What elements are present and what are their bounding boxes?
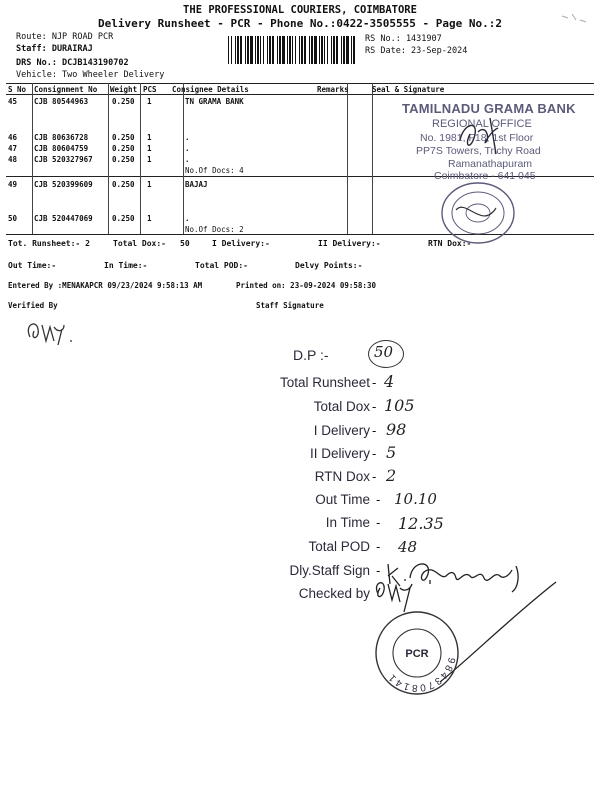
bank-stamp-signature <box>440 110 520 170</box>
summary-total-pod-label: Total POD <box>308 539 370 554</box>
barcode-bar <box>301 36 303 64</box>
dash: - <box>372 446 377 461</box>
header-consignee: Consignee Details <box>172 85 249 94</box>
rs-number: RS No.: 1431907 <box>365 34 442 44</box>
dp-label: D.P :- <box>293 347 329 363</box>
barcode-bar <box>295 36 296 64</box>
col-rule <box>372 83 373 234</box>
barcode-bar <box>263 36 264 64</box>
pcr-seal-ring: 9843708141 <box>385 656 457 694</box>
dash: - <box>376 539 381 554</box>
summary-total-runsheet-label: Total Runsheet <box>279 375 370 390</box>
verified-by-label: Verified By <box>8 301 58 310</box>
barcode-bar <box>319 36 320 64</box>
barcode-bar <box>247 36 249 64</box>
summary-total-dox-value: 105 <box>384 396 415 415</box>
barcode-bar <box>228 36 229 64</box>
header-pcs: PCS <box>143 85 157 94</box>
table-row-weight: 0.250 <box>112 155 135 164</box>
table-row-pcs: 1 <box>147 214 152 223</box>
in-time-label: In Time:- <box>104 261 148 270</box>
summary-ii-delivery-value: 5 <box>386 443 397 462</box>
table-row-sno: 45 <box>8 97 18 106</box>
table-row-pcs: 1 <box>147 180 152 189</box>
total-dox-label: Total Dox:- <box>113 239 166 248</box>
bank-stamp-line6: Coimbatore - 641 045 <box>434 170 536 182</box>
table-row-weight: 0.250 <box>112 97 135 106</box>
group2-docs-count: No.Of Docs: 2 <box>185 225 244 234</box>
table-row-weight: 0.250 <box>112 214 135 223</box>
company-name: THE PROFESSIONAL COURIERS, COIMBATORE <box>183 4 417 16</box>
summary-ii-delivery-label: II Delivery <box>309 446 370 461</box>
total-dox-value: 50 <box>180 239 190 248</box>
drs-number: DRS No.: DCJB143190702 <box>16 58 129 68</box>
dash: - <box>372 423 377 438</box>
header-consignment: Consignment No <box>34 85 98 94</box>
table-row-weight: 0.250 <box>112 133 135 142</box>
group1-docs-count: No.Of Docs: 4 <box>185 166 244 175</box>
barcode-bar <box>351 36 352 64</box>
barcode-bar <box>279 36 281 64</box>
table-row-consignee: . <box>185 155 190 164</box>
barcode-bar <box>353 36 355 64</box>
dash: - <box>376 492 381 507</box>
tot-runsheet: Tot. Runsheet:- 2 <box>8 239 90 248</box>
barcode-bar <box>257 36 259 64</box>
corner-marks <box>560 10 590 30</box>
col-rule <box>183 83 184 234</box>
summary-staff-sign-label: Dly.Staff Sign <box>289 563 370 578</box>
table-row-weight: 0.250 <box>112 180 135 189</box>
barcode-bar <box>282 36 285 64</box>
vehicle-label: Vehicle: Two Wheeler Delivery <box>16 70 165 80</box>
bank-stamp-line1: TAMILNADU GRAMA BANK <box>402 101 576 116</box>
table-row-pcs: 1 <box>147 155 152 164</box>
summary-out-time-value: 10.10 <box>394 490 437 508</box>
table-row-sno: 46 <box>8 133 18 142</box>
verified-by-signature <box>22 315 102 351</box>
header-seal: Seal & Signature <box>372 85 445 94</box>
table-row-consignee: TN GRAMA BANK <box>185 97 244 106</box>
header-sno: S No <box>8 85 27 94</box>
barcode-bar <box>321 36 323 64</box>
printed-on: Printed on: 23-09-2024 09:58:30 <box>236 281 376 290</box>
dash: - <box>372 469 377 484</box>
bank-stamp-line5: Ramanathapuram <box>448 158 533 170</box>
ii-delivery-label: II Delivery:- <box>318 239 381 248</box>
table-row-consignee: BAJAJ <box>185 180 208 189</box>
barcode-bar <box>314 36 317 64</box>
barcode-bar <box>287 36 288 64</box>
barcode-bar <box>346 36 349 64</box>
summary-i-delivery-value: 98 <box>386 420 407 439</box>
barcode-bar <box>260 36 261 64</box>
dp-value: 50 <box>374 343 394 361</box>
barcode-bar <box>333 36 335 64</box>
table-row-consignment: CJB 80604759 <box>34 144 89 153</box>
barcode-bar <box>277 36 278 64</box>
header-remarks: Remarks <box>317 85 349 94</box>
runsheet-title: Delivery Runsheet - PCR - Phone No.:0422-3505555 - Page No.:2 <box>98 17 502 30</box>
out-time-label: Out Time:- <box>8 261 57 270</box>
staff-label: Staff: DURAIRAJ <box>16 44 93 54</box>
table-row-consignment: CJB 80544963 <box>34 97 89 106</box>
summary-i-delivery-label: I Delivery <box>313 423 370 438</box>
barcode-bar <box>324 36 325 64</box>
summary-total-dox-label: Total Dox <box>313 399 370 414</box>
summary-checked-by-label: Checked by <box>298 586 370 601</box>
table-row-consignee: . <box>185 214 190 223</box>
barcode-bar <box>240 36 242 64</box>
summary-out-time-label: Out Time <box>315 492 370 507</box>
table-row-sno: 49 <box>8 180 18 189</box>
table-row-consignment: CJB 520327967 <box>34 155 93 164</box>
summary-in-time-label: In Time <box>325 515 370 530</box>
table-row-pcs: 1 <box>147 97 152 106</box>
table-row-pcs: 1 <box>147 133 152 142</box>
summary-total-pod-value: 48 <box>398 538 418 556</box>
table-row-weight: 0.250 <box>112 144 135 153</box>
barcode-bar <box>336 36 338 64</box>
barcode-bar <box>331 36 332 64</box>
col-rule <box>140 83 141 234</box>
dash: - <box>372 375 377 390</box>
barcode-bar <box>343 36 345 64</box>
bank-stamp-line4: PP7S Towers, Trichy Road <box>416 145 541 157</box>
table-row-consignee: . <box>185 144 190 153</box>
barcode-bar <box>311 36 313 64</box>
bank-stamp-line3: No. 1981, F18, 1st Floor <box>420 132 534 144</box>
barcode-bar <box>289 36 291 64</box>
table-header-rule <box>6 94 594 95</box>
barcode-bar <box>341 36 342 64</box>
delvy-points-label: Delvy Points:- <box>295 261 363 270</box>
table-row-consignment: CJB 520447069 <box>34 214 93 223</box>
summary-rtn-dox-label: RTN Dox <box>314 469 370 484</box>
summary-total-runsheet-value: 4 <box>384 372 395 391</box>
barcode-bar <box>250 36 253 64</box>
barcode-bar <box>327 36 328 64</box>
i-delivery-label: I Delivery:- <box>212 239 270 248</box>
rs-date: RS Date: 23-Sep-2024 <box>365 46 468 56</box>
staff-signature-label: Staff Signature <box>256 301 324 310</box>
header-weight: Weight <box>110 85 138 94</box>
dash: - <box>376 563 381 578</box>
barcode-bar <box>304 36 306 64</box>
pcr-seal-center: PCR <box>405 648 429 660</box>
bank-stamp-line2: REGIONAL OFFICE <box>432 118 532 130</box>
barcode-bar <box>309 36 310 64</box>
col-rule <box>347 83 348 234</box>
barcode-bar <box>292 36 293 64</box>
summary-rtn-dox-value: 2 <box>386 466 397 485</box>
barcode-bar <box>255 36 256 64</box>
barcode-bar <box>237 36 239 64</box>
table-row-sno: 47 <box>8 144 18 153</box>
table-row-consignment: CJB 80636728 <box>34 133 89 142</box>
barcode-bar <box>299 36 300 64</box>
pcr-round-seal <box>372 608 462 698</box>
table-row-sno: 48 <box>8 155 18 164</box>
table-row-consignment: CJB 520399609 <box>34 180 93 189</box>
total-pod-label: Total POD:- <box>195 261 248 270</box>
table-row-pcs: 1 <box>147 144 152 153</box>
barcode-bar <box>272 36 274 64</box>
route-label: Route: NJP ROAD PCR <box>16 32 114 42</box>
dash: - <box>372 399 377 414</box>
bank-round-seal <box>436 180 520 246</box>
barcode-bar <box>267 36 268 64</box>
barcode <box>228 36 358 64</box>
barcode-bar <box>269 36 271 64</box>
barcode-bar <box>235 36 236 64</box>
entered-by: Entered By :MENAKAPCR 09/23/2024 9:58:13 AM <box>8 281 203 290</box>
col-rule <box>32 83 33 234</box>
col-rule <box>108 83 109 234</box>
dash: - <box>376 515 381 530</box>
table-top-rule <box>6 83 594 84</box>
barcode-bar <box>245 36 246 64</box>
table-row-consignee: . <box>185 133 190 142</box>
rtn-dox-label: RTN Dox:- <box>428 239 472 248</box>
barcode-bar <box>231 36 232 64</box>
table-row-sno: 50 <box>8 214 18 223</box>
summary-in-time-value: 12.35 <box>398 514 444 533</box>
